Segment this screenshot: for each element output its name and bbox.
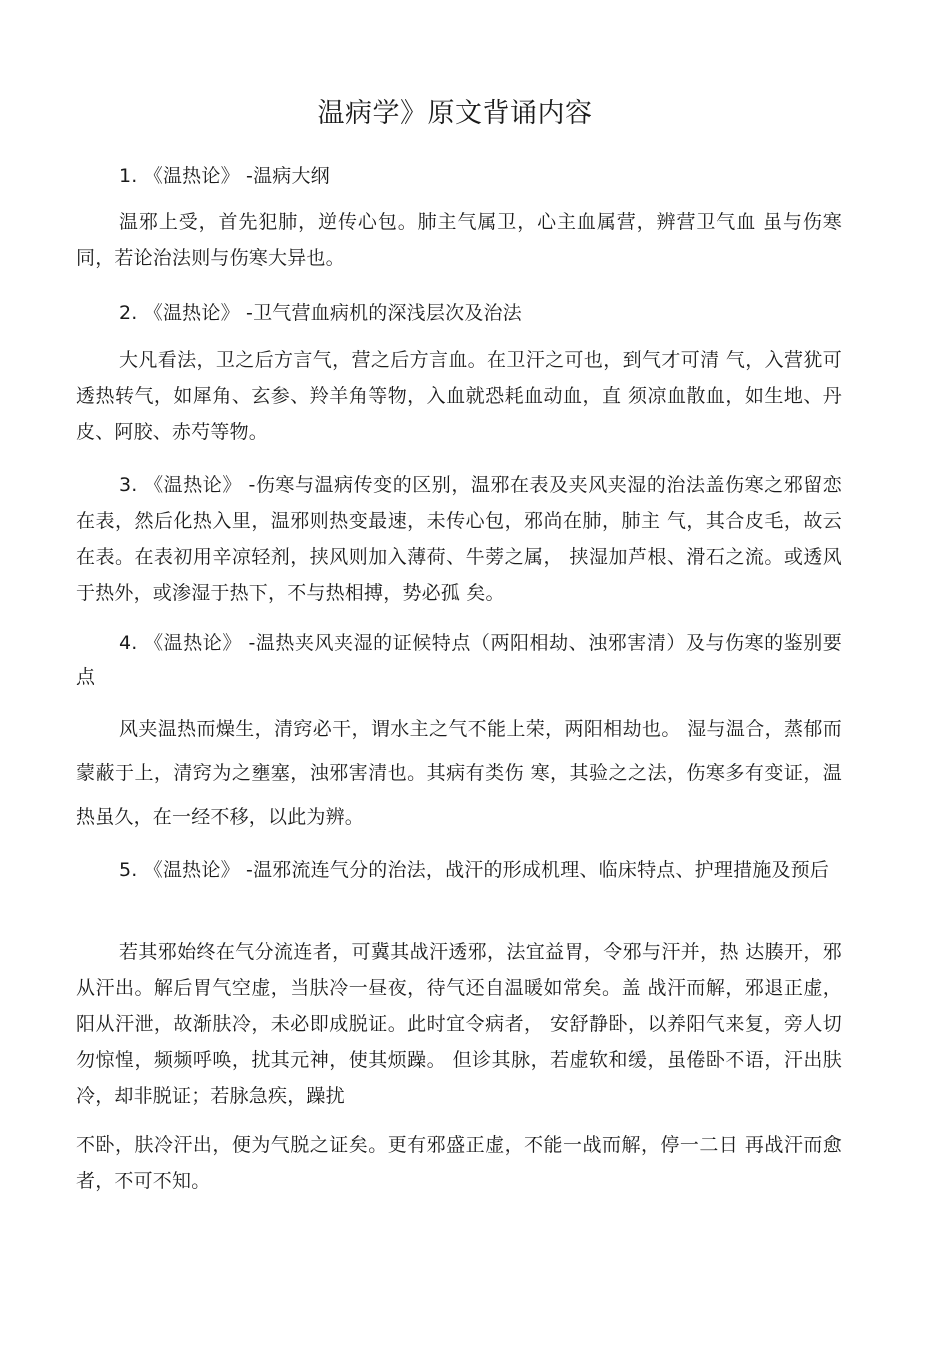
- section-2-body: 大凡看法，卫之后方言气，营之后方言血。在卫汗之可也，到气才可清 气，入营犹可透热转气，如犀角、玄参、羚羊角等物，入血就恐耗血动血，直 须凉血散血，如生地、丹皮、阿胶、赤芍等物。: [76, 349, 842, 443]
- page-title: 温病学》原文背诵内容: [317, 98, 593, 129]
- section-5-body: 若其邪始终在气分流连者，可冀其战汗透邪，法宜益胃，令邪与汗并，热 达腠开，邪从汗出。解后胃气空虚，当肤冷一昼夜，待气还自温暖如常矣。盖 战汗而解，邪退正虚，阳从汗泄，故渐肤冷，未必即成脱证。此时宜令病者， 安舒静卧，以养阳气来复，旁人切勿惊惶，频频呼唤，扰其元神，使其烦躁。 但诊其脉，若虚软和缓，虽倦卧不语，汗出肤冷，却非脱证；若脉急疾，躁扰: [76, 941, 842, 1107]
- section-4-body: 风夹温热而燥生，清窍必干，谓水主之气不能上荣，两阳相劫也。 湿与温合，蒸郁而蒙蔽于上，清窍为之壅塞，浊邪害清也。其病有类伤 寒，其验之之法，伤寒多有变证，温热虽久，在一经不移，以此为辨。: [76, 718, 842, 828]
- section-1-body: 温邪上受，首先犯肺，逆传心包。肺主气属卫，心主血属营，辨营卫气血 虽与伤寒同，若论治法则与伤寒大异也。: [76, 211, 842, 269]
- section-5-heading: 5. 《温热论》 -温邪流连气分的治法，战汗的形成机理、临床特点、护理措施及预后: [119, 859, 830, 881]
- section-1-heading: 1. 《温热论》 -温病大纲: [119, 165, 330, 187]
- section-2-heading: 2. 《温热论》 -卫气营血病机的深浅层次及治法: [119, 302, 522, 324]
- section-3-heading: 3. 《温热论》 -伤寒与温病传变的区别，温邪在表及夹风夹湿的治法盖伤寒之邪留恋在表，然后化热入里，温邪则热变最速，未传心包，邪尚在肺，肺主 气，其合皮毛，故云在表。在表初用辛凉轻剂，挟风则加入薄荷、牛蒡之属， 挟湿加芦根、滑石之流。或透风于热外，或渗湿于热下，不与热相搏，势必孤 矣。: [76, 474, 842, 604]
- section-5-continuation: 不卧，肤冷汗出，便为气脱之证矣。更有邪盛正虚，不能一战而解，停一二日 再战汗而愈者，不可不知。: [76, 1134, 842, 1192]
- section-4-heading: 4. 《温热论》 -温热夹风夹湿的证候特点（两阳相劫、浊邪害清）及与伤寒的鉴别要点: [76, 632, 842, 688]
